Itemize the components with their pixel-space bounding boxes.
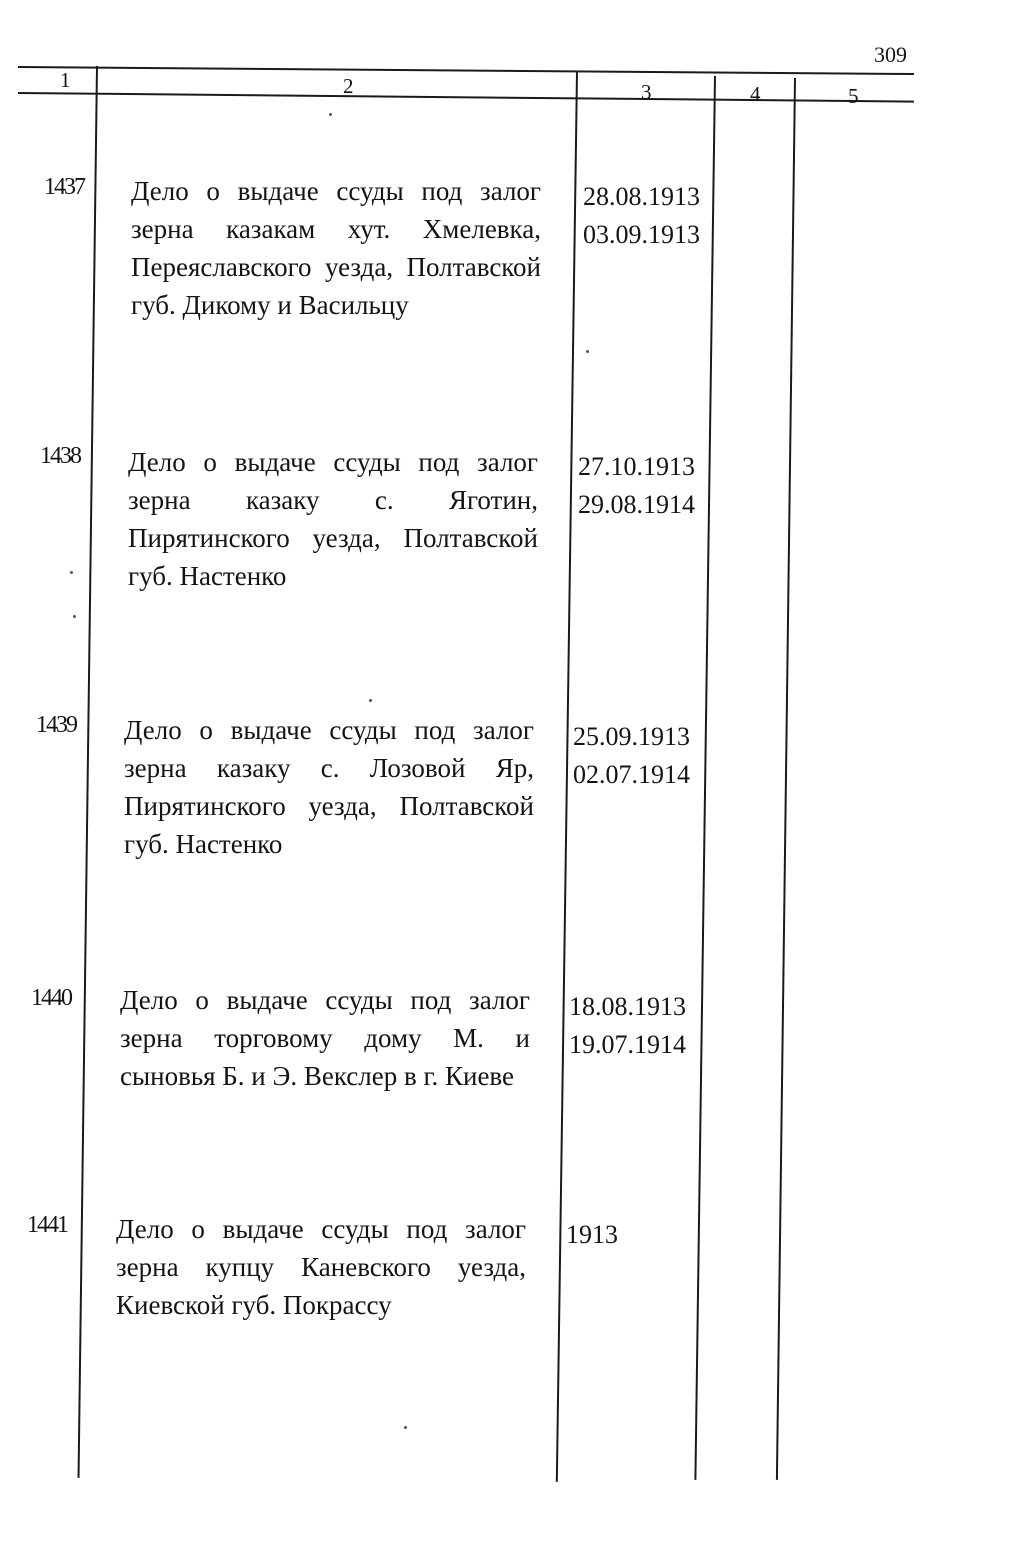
scan-speck: [70, 571, 73, 574]
column-header-3: 3: [641, 80, 652, 104]
scan-speck: [369, 699, 372, 702]
date-end: 29.08.1914: [578, 490, 695, 519]
row-dates: [583, 178, 700, 254]
scan-speck: [404, 1426, 407, 1429]
date-end: 19.07.1914: [569, 1030, 686, 1059]
row-number: 1441: [27, 1212, 67, 1238]
column-header-1: 1: [60, 68, 71, 92]
date-start: 28.08.1913: [583, 182, 700, 211]
date-start: 27.10.1913: [578, 452, 695, 481]
scan-speck: [586, 350, 589, 353]
scan-speck: [329, 113, 332, 116]
date-end: 02.07.1914: [573, 760, 690, 789]
page-number: 309: [874, 42, 907, 67]
row-description: Дело о выдаче ссуды под залог зерна казаку с. Лозовой Яр, Пирятинского уезда, Полтавской губ. Настенко: [124, 715, 534, 859]
row-description: Дело о выдаче ссуды под залог зерна казакам хут. Хмелевка, Переяславского уезда, Полтавской губ. Дикому и Васильцу: [131, 176, 541, 320]
row-number: 1439: [36, 712, 76, 738]
column-header-4: 4: [750, 82, 761, 106]
row-description: Дело о выдаче ссуды под залог зерна торговому дому М. и сыновья Б. и Э. Векслер в г. Киеве: [120, 985, 530, 1091]
scan-speck: [73, 615, 76, 618]
row-number: 1438: [40, 443, 80, 469]
date-start: 25.09.1913: [573, 722, 690, 751]
column-divider-1: [78, 66, 98, 1478]
column-divider-4: [776, 78, 796, 1480]
row-number: 1440: [31, 985, 71, 1011]
column-header-5: 5: [848, 84, 859, 108]
row-number: 1437: [44, 174, 84, 200]
row-dates: [573, 718, 690, 794]
row-dates: [569, 988, 686, 1064]
header-bottom-rule: [18, 92, 914, 103]
column-header-2: 2: [343, 74, 354, 98]
date-start: 1913: [566, 1220, 618, 1249]
date-end: 03.09.1913: [583, 220, 700, 249]
row-dates: [566, 1216, 618, 1254]
row-dates: [578, 448, 695, 524]
header-top-rule: [18, 66, 914, 75]
date-start: 18.08.1913: [569, 992, 686, 1021]
row-description: Дело о выдаче ссуды под залог зерна купцу Каневского уезда, Киевской губ. Покрассу: [116, 1214, 526, 1320]
row-description: Дело о выдаче ссуды под залог зерна казаку с. Яготин, Пирятинского уезда, Полтавской губ. Настенко: [128, 447, 538, 591]
column-divider-3: [694, 76, 716, 1480]
